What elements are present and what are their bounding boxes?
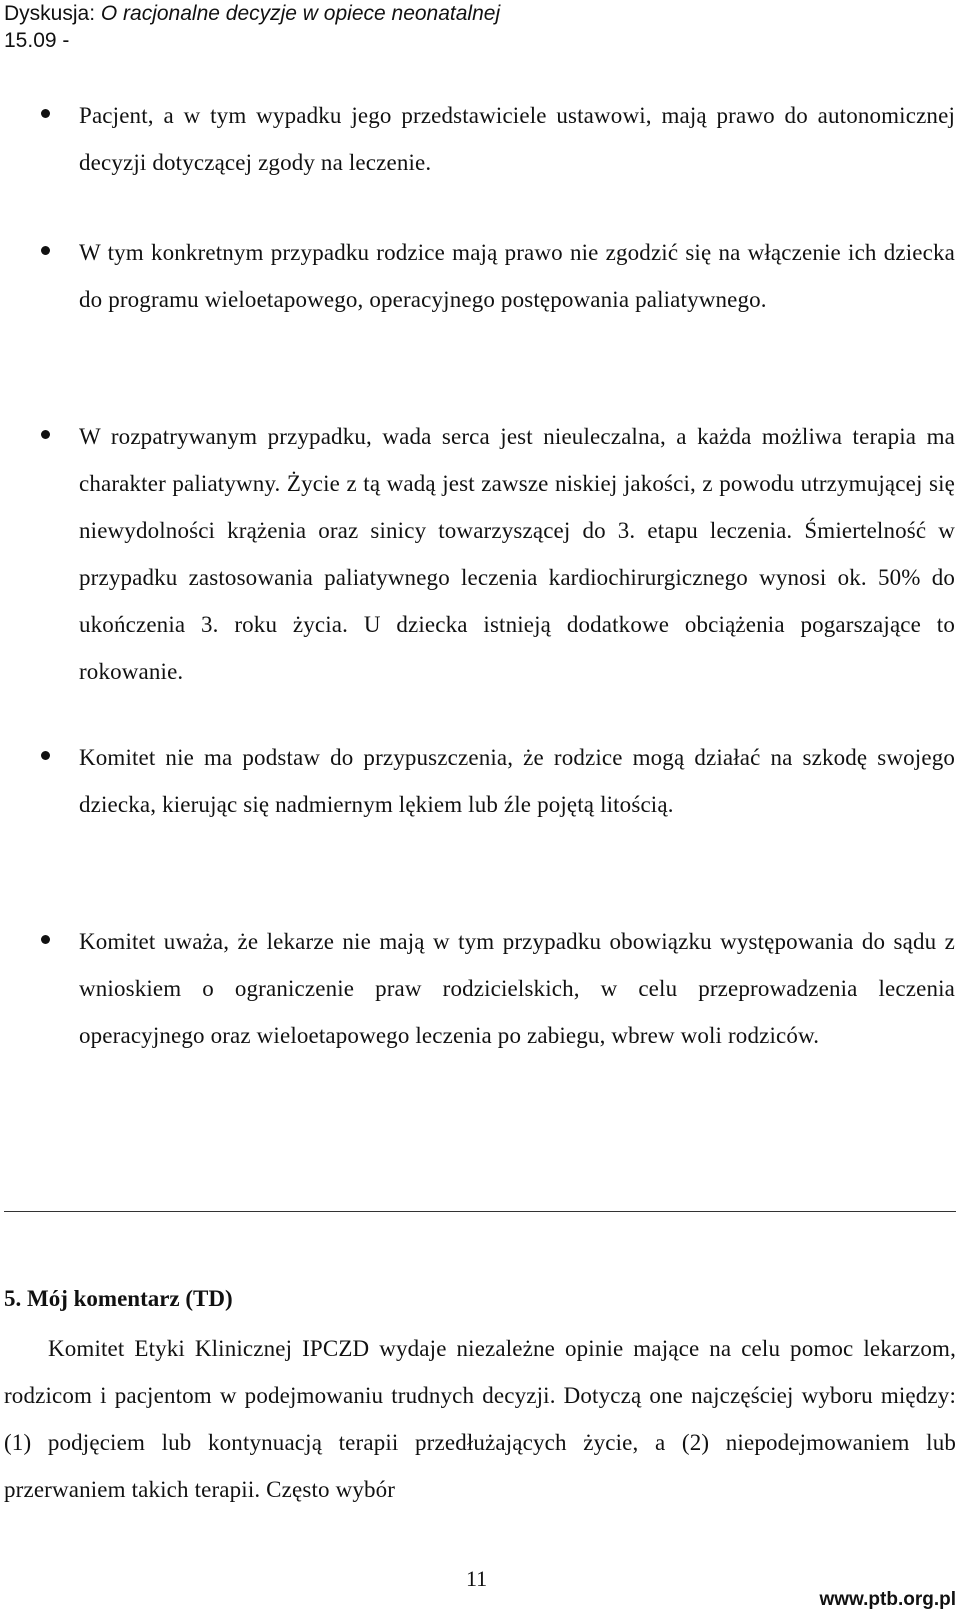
site-url: www.ptb.org.pl [819,1589,956,1610]
comment-paragraph: Komitet Etyki Klinicznej IPCZD wydaje niezależne opinie mające na celu pomoc lekarzom, rodzicom i pacjentom w podejmowaniu trudnych decyzji. Dotyczą one najczęściej wyboru między: (1) podjęciem lub kontynuacją terapii przedłużających życie, a (2) niepodejmowaniem lub przerwaniem takich terapii. Często wybór [4,1336,956,1502]
page-number: 11 [466,1566,488,1591]
section-heading: 5. Mój komentarz (TD) [4,1286,233,1311]
bullet-dot-icon [41,935,50,944]
list-item-text: Pacjent, a w tym wypadku jego przedstawiciele ustawowi, mają prawo do autonomicznej decyzji dotyczącej zgody na leczenie. [79,103,955,175]
header-title: O racjonalne decyzje w opiece neonatalnej [100,2,501,25]
list-item-text: Komitet nie ma podstaw do przypuszczenia, że rodzice mogą działać na szkodę swojego dziecka, kierując się nadmiernym lękiem lub źle pojętą litością. [79,745,955,817]
document-header [4,0,904,54]
header-prefix: Dyskusja: [4,2,101,25]
bullet-dot-icon [41,109,50,118]
list-item-text: Komitet uważa, że lekarze nie mają w tym przypadku obowiązku występowania do sądu z wnioskiem o ograniczenie praw rodzicielskich, w celu przeprowadzenia leczenia operacyjnego oraz wieloetapowego leczenia po zabiegu, wbrew woli rodziców. [79,929,955,1048]
bullet-dot-icon [41,751,50,760]
list-item-text: W rozpatrywanym przypadku, wada serca jest nieuleczalna, a każda możliwa terapia ma charakter paliatywny. Życie z tą wadą jest zawsze niskiej jakości, z powodu utrzymującej się niewydolności krążenia oraz sinicy towarzyszącej do 3. etapu leczenia. Śmiertelność w przypadku zastosowania paliatywnego leczenia kardiochirurgicznego wynosi ok. 50% do ukończenia 3. roku życia. U dziecka istnieją dodatkowe obciążenia pogarszające to rokowanie. [79,424,955,684]
bullet-dot-icon [41,430,50,439]
bullet-dot-icon [41,246,50,255]
section-divider [4,1211,956,1212]
header-title-line [4,0,904,27]
header-date: 15.09 - [4,29,70,52]
list-item-text: W tym konkretnym przypadku rodzice mają prawo nie zgodzić się na włączenie ich dziecka do programu wieloetapowego, operacyjnego postępowania paliatywnego. [79,240,955,312]
